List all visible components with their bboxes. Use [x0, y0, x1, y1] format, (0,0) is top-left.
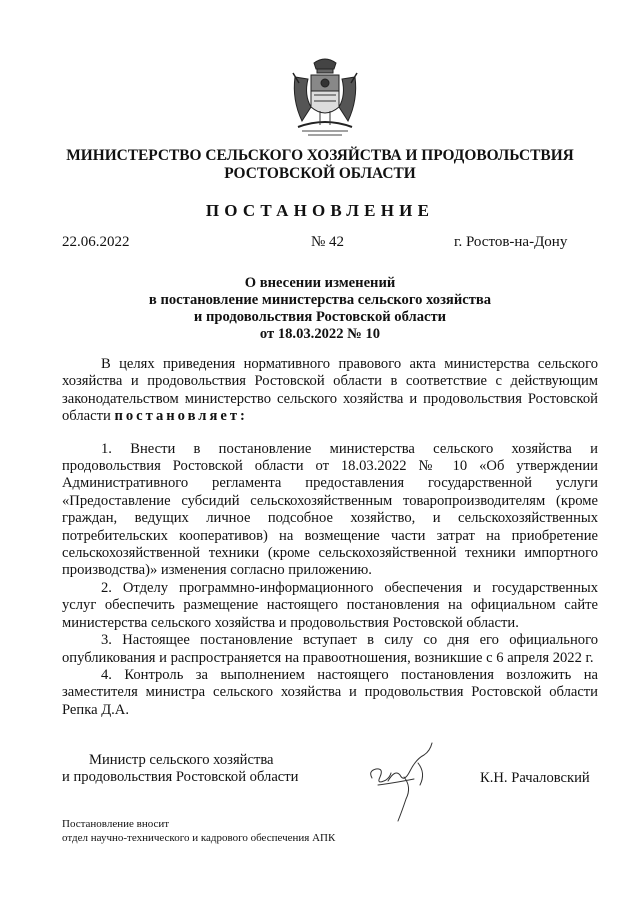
footer-line2: отдел научно-технического и кадрового обеспечения АПК: [62, 832, 336, 844]
preamble-emphasis: постановляет:: [114, 408, 248, 425]
signatory-position: [62, 752, 298, 787]
handwritten-signature: [360, 733, 445, 828]
coat-of-arms-emblem: [290, 55, 360, 140]
subject-line2: в постановление министерства сельского хозяйства: [148, 292, 492, 308]
document-body: [62, 356, 598, 719]
ministry-name-line1: МИНИСТЕРСТВО СЕЛЬСКОГО ХОЗЯЙСТВА И ПРОДОВОЛЬСТВИЯ: [66, 147, 574, 164]
subject-line4: от 18.03.2022 № 10: [259, 326, 381, 342]
document-type: ПОСТАНОВЛЕНИЕ: [205, 201, 435, 220]
item-3-paragraph: 3. Настоящее постановление вступает в силу со дня его официального опубликования и распространяется на правоотношения, возникшие с 6 апреля 2022 г.: [62, 632, 598, 666]
item-4-paragraph: 4. Контроль за выполнением настоящего постановления возложить на заместителя министра сельского хозяйства и продовольствия Ростовской области Репка Д.А.: [62, 666, 598, 718]
item-2-paragraph: 2. Отделу программно-информационного обеспечения и государственных услуг обеспечить размещение настоящего постановления на официальном сайте министерства сельского хозяйства и продовольствия Ростовской области.: [62, 579, 598, 631]
document-date: 22.06.2022: [62, 234, 130, 250]
document-footer: [62, 817, 335, 845]
document-city: г. Ростов-на-Дону: [454, 234, 568, 250]
subject-line3: и продовольствия Ростовской области: [193, 309, 447, 325]
signatory-position-line1: Министр сельского хозяйства: [89, 752, 274, 768]
preamble-text: В целях приведения нормативного правового акта министерства сельского хозяйства и продовольствия Ростовской области в соответствие с действующим законодательством министерство сельского хозяйства и продовольствия Ростовской области: [62, 356, 598, 425]
document-number: № 42: [311, 234, 345, 250]
signatory-position-line2: и продовольствия Ростовской области: [62, 769, 299, 786]
item-1-paragraph: 1. Внести в постановление министерства сельского хозяйства и продовольствия Ростовской области от 18.03.2022 № 10 «Об утверждении Административного регламента предоставления государственной услуги «Предоставление субсидий сельскохозяйственным товаропроизводителям (кроме граждан, ведущих личное подсобное хозяйство, и сельскохозяйственных потребительских кооперативов) на возмещение части затрат на приобретение сельскохозяйственной техники (кроме сельскохозяйственной техники импортного производства)» изменения согласно приложению.: [62, 440, 598, 579]
ministry-name-line2: РОСТОВСКОЙ ОБЛАСТИ: [224, 165, 416, 182]
ministry-name: [40, 147, 600, 183]
footer-line1: Постановление вносит: [62, 818, 170, 830]
subject-line1: О внесении изменений: [244, 275, 396, 291]
preamble-paragraph: [62, 356, 598, 426]
signatory-name: К.Н. Рачаловский: [480, 770, 590, 786]
document-subject: [40, 275, 600, 343]
